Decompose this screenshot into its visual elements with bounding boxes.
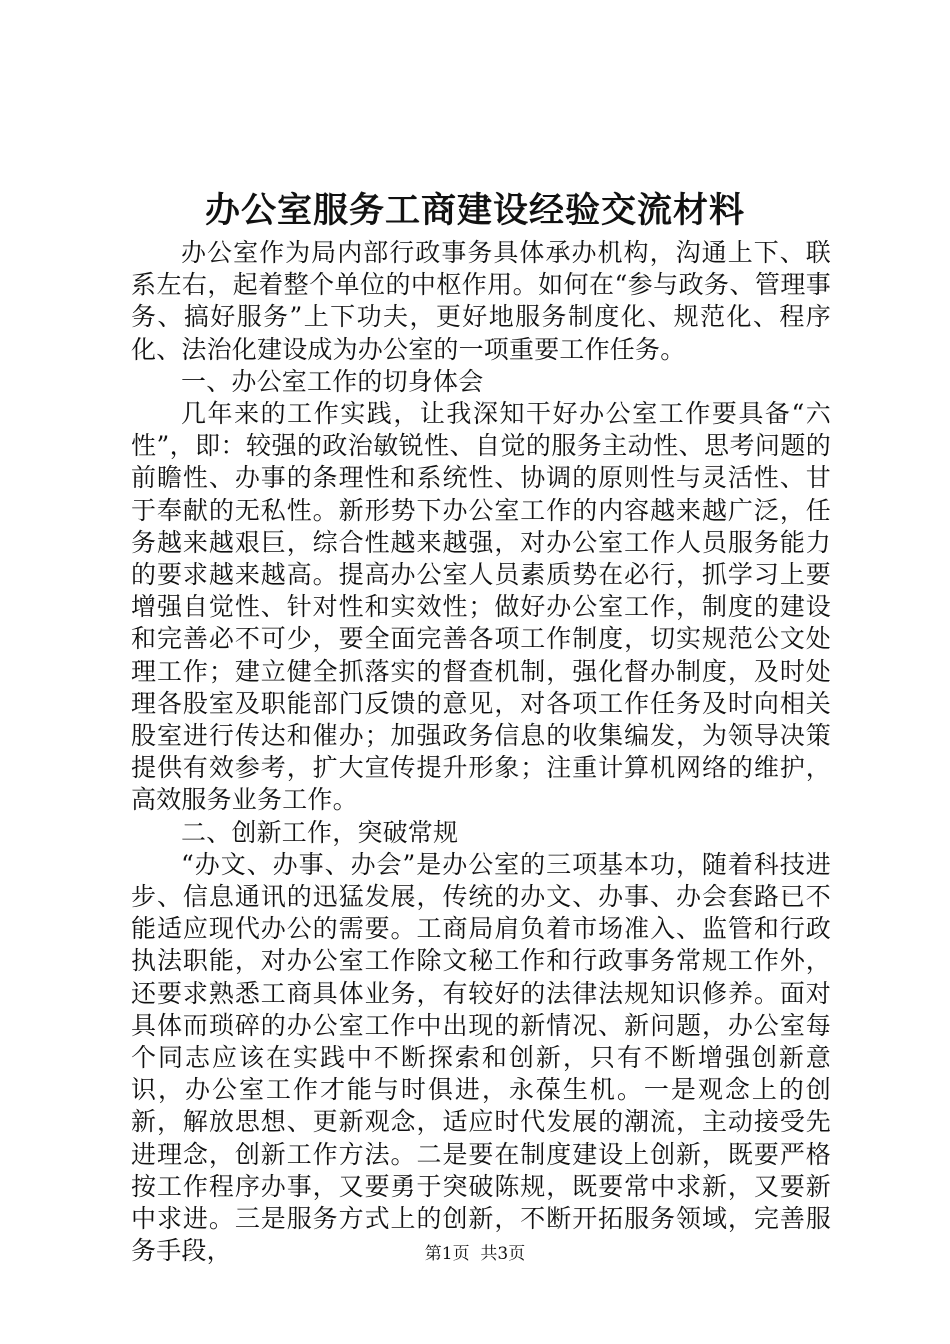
document-title: 办公室服务工商建设经验交流材料: [204, 190, 745, 231]
section-heading-1: 一、办公室工作的切身体会: [181, 366, 484, 396]
paragraph-section-1: 几年来的工作实践，让我深知干好办公室工作要具备“六性”，即：较强的政治敏锐性、自觉的服务主动性、思考问题的前瞻性、办事的条理性和系统性、协调的原则性与灵活性、甘于奉献的无私性。新形势下办公室工作的内容越来越广泛，任务越来越艰巨，综合性越来越强，对办公室工作人员服务能力的要求越来越高。提高办公室人员素质势在必行，抓学习上要增强自觉性、针对性和实效性；做好办公室工作，制度的建设和完善必不可少，要全面完善各项工作制度，切实规范公文处理工作；建立健全抓落实的督查机制，强化督办制度，及时处理各股室及职能部门反馈的意见，对各项工作任务及时向相关股室进行传达和催办；加强政务信息的收集编发，为领导决策提供有效参考，扩大宣传提升形象；注重计算机网络的维护，高效服务业务工作。: [131, 399, 831, 815]
page-number-total: 共3页: [480, 1244, 526, 1264]
section-heading-2: 二、创新工作，突破常规: [181, 817, 459, 847]
document-body: [131, 237, 831, 1268]
paragraph-intro: 办公室作为局内部行政事务具体承办机构，沟通上下、联系左右，起着整个单位的中枢作用。如何在“参与政务、管理事务、搞好服务”上下功夫，更好地服务制度化、规范化、程序化、法治化建设成为办公室的一项重要工作任务。: [131, 238, 831, 364]
page-footer: [0, 1242, 950, 1266]
paragraph-section-2: “办文、办事、办会”是办公室的三项基本功，随着科技进步、信息通讯的迅猛发展，传统的办文、办事、办会套路已不能适应现代办公的需要。工商局肩负着市场准入、监管和行政执法职能，对办公室工作除文秘工作和行政事务常规工作外，还要求熟悉工商具体业务，有较好的法律法规知识修养。面对具体而琐碎的办公室工作中出现的新情况、新问题，办公室每个同志应该在实践中不断探索和创新，只有不断增强创新意识，办公室工作才能与时俱进，永葆生机。一是观念上的创新，解放思想、更新观念，适应时代发展的潮流，主动接受先进理念，创新工作方法。二是要在制度建设上创新，既要严格按工作程序办事，又要勇于突破陈规，既要常中求新，又要新中求进。三是服务方式上的创新，不断开拓服务领域，完善服务手段，: [131, 849, 831, 1266]
page-number-current: 第1页: [424, 1244, 470, 1264]
